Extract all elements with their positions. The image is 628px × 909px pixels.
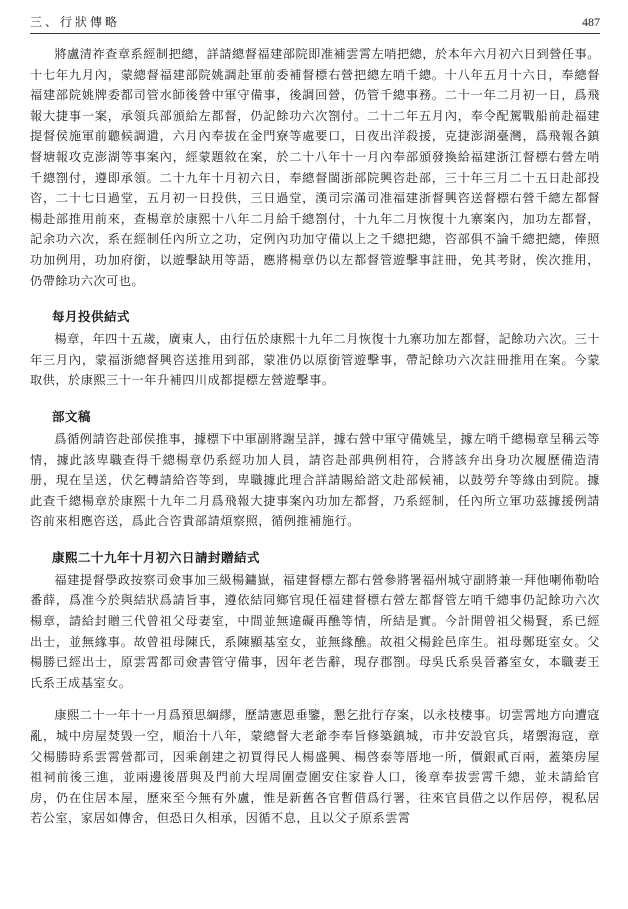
running-header (30, 0, 600, 34)
paragraph-ministry-draft: 爲循例請咨赴部侯推事，據標下中軍副將謝呈詳，據右營中軍守備姚呈，據左哨千總楊章呈稱云等情，據此該卑職查得千總楊章仍系經功加人員，請咨赴部典例相符，合將該弁出身功次履歷備造清册，現在呈送，伏乞轉請給咨等到，卑職據此理合詳請賜給諮文赴部候補，以鼓勞弁等緣由到院。據此查千總楊章於康熙十九年二月爲飛報大捷事案內功加左都督，乃系經制，任內所立軍功茲據援例請咨前來相應咨送，爲此合咨貴部請煩察照，循例推補施行。 (30, 431, 600, 529)
section-heading-title-request: 康熙二十九年十月初六日請封贈結式 (52, 549, 261, 565)
paragraph-body-1: 將盧清祚查章系經制把總，詳請總督福建部院即准補雲霄左哨把總，於本年六月初六日到營任事。十七年九月內，蒙總督福建部院姚調赴軍前委補督標右營把總左哨千總。十八年五月十六日，奉總督福建部院姚牌委都司管水師後營中軍守備事，後調回營，仍管千總事務。二十一年二月初一日，爲飛報大捷事一案，承領兵部頒給左都督，仍記餘功六次劄付。二十二年五月內，奉令配駕戰船前赴福建提督侯施軍前聽候調遣，六月內奉拔在金門寮等處要口，日夜出洋殺援，克捷澎湖臺灣，爲飛報各鎮督塘報攻克澎湖等事案內，經蒙題敘在案，於二十八年十一月內奉部頒發換給福建浙江督標右營左哨千總劄付，遵即承領。二十九年十月初六日，奉總督閩浙部院興咨赴部，三十年三月二十五日赴部投咨，二十七日過堂，五月初一日投供，三日過堂，漢司宗滿司准福建浙督興咨送督標右營千總左都督楊赴部推用前來，查楊章於康熙十八年二月給千總劄付，十九年二月恢復十九寨案內，加功左都督，記余功六次，系在經制任內所立之功，定例內功加守備以上之千總把總，咨部俱不論千總把總，俸照功加例用，功加府銜，以遊擊缺用等語，應將楊章仍以左都督管遊擊事註冊，免其考財，俟次推用，仍帶餘功六次可也。 (30, 47, 600, 288)
section-title: 三、行狀傳略 (30, 15, 121, 29)
section-heading-monthly-report: 每月投供結式 (52, 309, 131, 325)
paragraph-monthly-report: 楊章，年四十五歲，廣東人，由行伍於康熙十九年二月恢復十九寨功加左都督，記餘功六次。三十年三月內，蒙福浙總督興咨送推用到部，蒙准仍以原銜管遊擊事，帶記餘功六次註冊推用在案。今蒙取供，於康熙三十一年升補四川成都提標左營遊擊事。 (30, 332, 600, 388)
paragraph-title-request: 福建提督學政按察司僉事加三級楊鏞嶽，福建督標左都右營參將署福州城守副將兼一拜他喇佈勒哈番薛，爲准今於與結狀爲請旨事，遵依結同鄉官現任福建督標右營左都督管左哨千總事仍記餘功六次楊章，請給封贈三代曾祖父母妻室，中間並無違礙再醮等情，所結是實。今計開曾祖父楊賢，系已經出士，並無緣事。故曾祖母陳氏，系陳顯基室女，並無緣醮。故祖父楊銓邑庠生。祖母鄭珽室女。父楊勝已經出士，原雲霄都司僉書管守備事，因年老告辭，現存郡劄。母吳氏系吳晉蕃室女，本職妻王氏系王成基室女。 (30, 572, 600, 690)
section-heading-ministry-draft: 部文稿 (52, 408, 92, 424)
page-number: 487 (582, 15, 600, 29)
paragraph-petition: 康熙二十一年十一月爲預思綱繆，歷請憲恩垂鑒，懇乞批行存案，以永枝棲事。切雲霄地方向遭寇亂，城中房屋焚毀一空，順治十八年，蒙總督大老爺李奉旨修築鎮城，市井安設官兵，堵禦海寇，章父楊勝時系雲霄營都司，因乘創建之初買得民人楊盛興、楊啓泰等厝地一所，價銀貳百兩，蓋築房屋祖祠前後三進，並兩邊後厝與及門前大埕周圍壹圍安住家眷人口，後章奉拔雲霄千總，並未請給官房，仍在住居本屋，歷來至今無有外盧，惟是新舊各官暫借爲行署，往來官員借之以作居停，視私居若公室，家居如傳舍，但恐日久相承，因循不息，且以父子原系雲霄 (30, 708, 600, 826)
document-body (30, 44, 600, 829)
paragraph-spacer (30, 693, 600, 705)
